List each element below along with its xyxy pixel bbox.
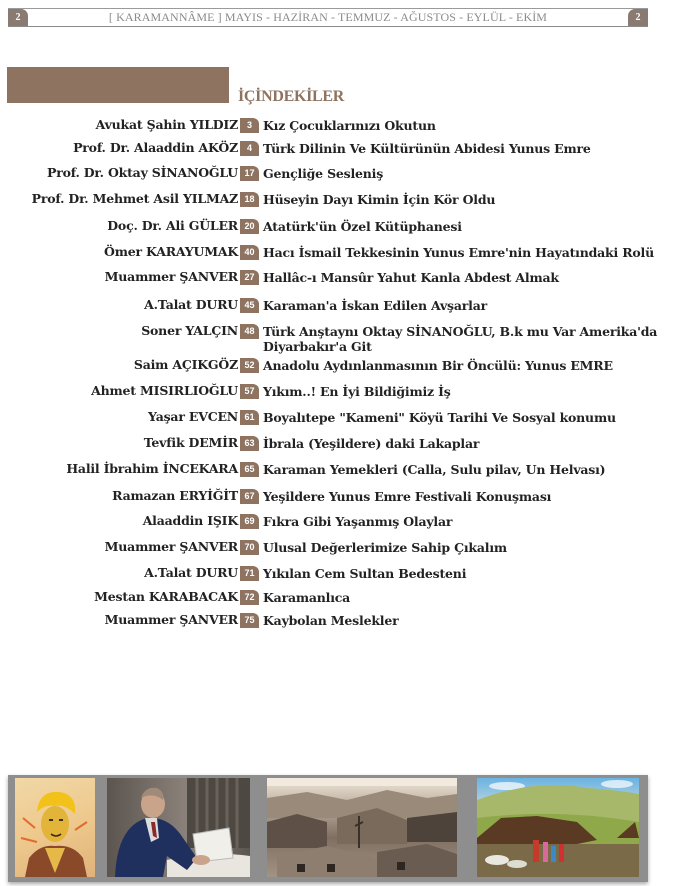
toc-entry[interactable] bbox=[0, 460, 673, 480]
toc-entry[interactable] bbox=[0, 139, 673, 159]
toc-author: Soner YALÇIN bbox=[141, 323, 238, 338]
running-title: [ KARAMANNÂME ] MAYIS - HAZİRAN - TEMMUZ - AĞUSTOS - EYLÜL - EKİM bbox=[108, 10, 548, 24]
toc-author: Prof. Dr. Mehmet Asil YILMAZ bbox=[31, 191, 238, 206]
toc-article-title[interactable]: Yıkılan Cem Sultan Bedesteni bbox=[263, 566, 467, 581]
photo-portrait-painting bbox=[15, 778, 95, 877]
toc-author: Doç. Dr. Ali GÜLER bbox=[107, 218, 238, 233]
toc-article-title[interactable]: Boyalıtepe "Kameni" Köyü Tarihi Ve Sosyal konumu bbox=[263, 410, 616, 425]
toc-page-number: 52 bbox=[240, 358, 259, 373]
toc-entry[interactable] bbox=[0, 611, 673, 631]
toc-article-title[interactable]: Atatürk'ün Özel Kütüphanesi bbox=[263, 219, 462, 234]
toc-author: Prof. Dr. Oktay SİNANOĞLU bbox=[47, 165, 238, 180]
toc-author: Avukat Şahin YILDIZ bbox=[95, 117, 238, 132]
toc-page-number: 3 bbox=[240, 118, 259, 133]
toc-article-title[interactable]: Hacı İsmail Tekkesinin Yunus Emre'nin Hayatındaki Rolü bbox=[263, 245, 654, 260]
toc-article-title[interactable]: Hallâc-ı Mansûr Yahut Kanla Abdest Almak bbox=[263, 270, 559, 285]
toc-page-number: 61 bbox=[240, 410, 259, 425]
toc-page-number: 27 bbox=[240, 270, 259, 285]
toc-entry[interactable] bbox=[0, 434, 673, 454]
toc-page-number: 18 bbox=[240, 192, 259, 207]
page-header bbox=[8, 8, 648, 27]
toc-entry[interactable] bbox=[0, 190, 673, 210]
toc-page-number: 45 bbox=[240, 298, 259, 313]
toc-author: A.Talat DURU bbox=[144, 565, 238, 580]
nomad-tents-illustration bbox=[477, 778, 639, 877]
toc-article-title[interactable]: Karaman'a İskan Edilen Avşarlar bbox=[263, 298, 487, 313]
toc-page-number: 63 bbox=[240, 436, 259, 451]
toc-entry[interactable] bbox=[0, 564, 673, 584]
toc-entry[interactable] bbox=[0, 408, 673, 428]
toc-article-title[interactable]: Kız Çocuklarınızı Okutun bbox=[263, 118, 436, 133]
page-number-right: 2 bbox=[628, 9, 648, 26]
toc-page-number: 72 bbox=[240, 590, 259, 605]
toc-page-number: 40 bbox=[240, 245, 259, 260]
toc-article-title[interactable]: Karaman Yemekleri (Calla, Sulu pilav, Un Helvası) bbox=[263, 462, 606, 477]
toc-author: Saim AÇIKGÖZ bbox=[133, 357, 238, 372]
toc-entry[interactable] bbox=[0, 382, 673, 402]
toc-article-title[interactable]: Hüseyin Dayı Kimin İçin Kör Oldu bbox=[263, 192, 496, 207]
toc-article-title[interactable]: Türk Dilinin Ve Kültürünün Abidesi Yunus Emre bbox=[263, 141, 591, 156]
toc-heading: İÇİNDEKİLER bbox=[238, 88, 345, 105]
toc-entry[interactable] bbox=[0, 512, 673, 532]
heading-color-bar bbox=[7, 67, 229, 103]
toc-article-title[interactable]: Ulusal Değerlerimize Sahip Çıkalım bbox=[263, 540, 507, 555]
photo-nomad-tents bbox=[477, 778, 639, 877]
toc-article-title[interactable]: Karamanlıca bbox=[263, 590, 351, 605]
toc-author: Muammer ŞANVER bbox=[104, 539, 238, 554]
toc-author: Alaaddin IŞIK bbox=[142, 513, 238, 528]
toc-page-number: 20 bbox=[240, 219, 259, 234]
toc-author: Yaşar EVCEN bbox=[147, 409, 238, 424]
toc-article-title[interactable]: Kaybolan Meslekler bbox=[263, 613, 399, 628]
reading-man-illustration bbox=[107, 778, 250, 877]
toc-entry[interactable] bbox=[0, 356, 673, 376]
photo-strip bbox=[8, 775, 648, 882]
toc-author: Tevfik DEMİR bbox=[143, 435, 238, 450]
toc-author: Muammer ŞANVER bbox=[104, 269, 238, 284]
toc-page-number: 70 bbox=[240, 540, 259, 555]
toc-article-title[interactable]: Fıkra Gibi Yaşanmış Olaylar bbox=[263, 514, 453, 529]
toc-author: Prof. Dr. Alaaddin AKÖZ bbox=[73, 140, 238, 155]
toc-entry[interactable] bbox=[0, 296, 673, 316]
portrait-illustration bbox=[15, 778, 95, 877]
toc-page-number: 65 bbox=[240, 462, 259, 477]
toc-author: Ahmet MISIRLIOĞLU bbox=[91, 383, 238, 398]
toc-entry[interactable] bbox=[0, 217, 673, 237]
toc-article-title[interactable]: Yeşildere Yunus Emre Festivali Konuşması bbox=[263, 489, 552, 504]
toc-entry[interactable] bbox=[0, 164, 673, 184]
photo-old-town bbox=[267, 778, 457, 877]
toc-author: Ramazan ERYİĞİT bbox=[112, 488, 238, 503]
toc-page-number: 75 bbox=[240, 613, 259, 628]
toc-page-number: 69 bbox=[240, 514, 259, 529]
toc-entry[interactable] bbox=[0, 322, 673, 356]
toc-article-title[interactable]: İbrala (Yeşildere) daki Lakaplar bbox=[263, 436, 480, 451]
photo-man-reading bbox=[107, 778, 250, 877]
toc-entry[interactable] bbox=[0, 538, 673, 558]
toc-page-number: 17 bbox=[240, 166, 259, 181]
page-number-left: 2 bbox=[8, 9, 28, 26]
toc-author: A.Talat DURU bbox=[144, 297, 238, 312]
toc-entry[interactable] bbox=[0, 116, 673, 136]
toc-author: Halil İbrahim İNCEKARA bbox=[66, 461, 238, 476]
toc-article-title[interactable]: Yıkım..! En İyi Bildiğimiz İş bbox=[263, 384, 451, 399]
old-town-illustration bbox=[267, 778, 457, 877]
toc-entry[interactable] bbox=[0, 268, 673, 288]
toc-author: Mestan KARABACAK bbox=[94, 589, 238, 604]
toc-page-number: 4 bbox=[240, 141, 259, 156]
toc-article-title[interactable]: Anadolu Aydınlanmasının Bir Öncülü: Yunus EMRE bbox=[263, 358, 613, 373]
toc-article-title[interactable]: Gençliğe Sesleniş bbox=[263, 166, 384, 181]
toc-article-title[interactable]: Türk Anştaynı Oktay SİNANOĞLU, B.k mu Var Amerika'da Diyarbakır'a Git bbox=[263, 324, 658, 354]
toc-entry[interactable] bbox=[0, 588, 673, 608]
toc-author: Ömer KARAYUMAK bbox=[104, 244, 238, 259]
toc-entry[interactable] bbox=[0, 487, 673, 507]
toc-page-number: 67 bbox=[240, 489, 259, 504]
toc-page-number: 71 bbox=[240, 566, 259, 581]
toc-page-number: 48 bbox=[240, 324, 259, 339]
toc-author: Muammer ŞANVER bbox=[104, 612, 238, 627]
toc-entry[interactable] bbox=[0, 243, 673, 263]
toc-page-number: 57 bbox=[240, 384, 259, 399]
